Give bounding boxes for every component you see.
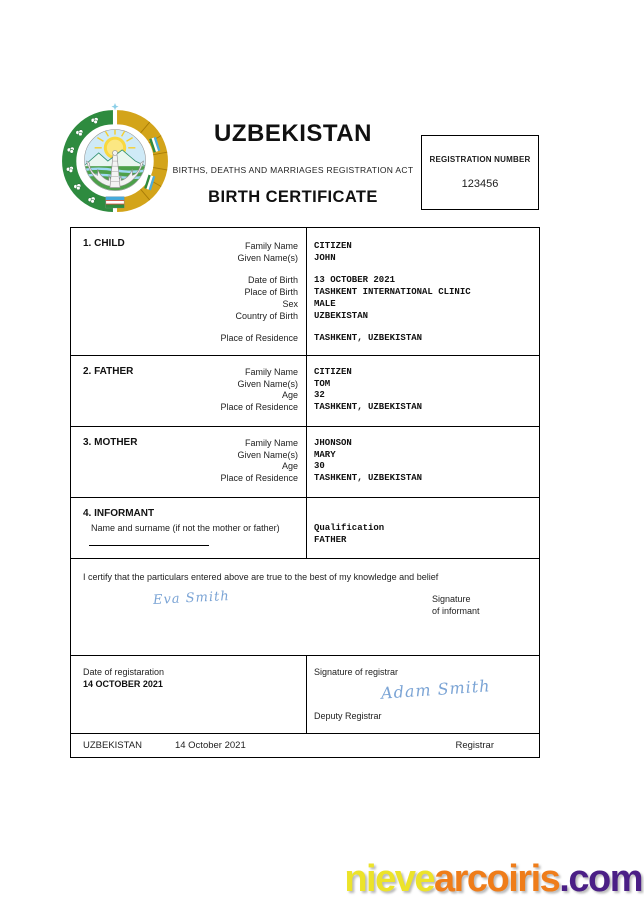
- column-divider: [306, 498, 307, 558]
- field-value: 13 OCTOBER 2021: [314, 275, 396, 286]
- informant-signature: Eva Smith: [152, 589, 231, 608]
- section-title-informant: 4. INFORMANT: [83, 508, 155, 519]
- field-value: TASHKENT INTERNATIONAL CLINIC: [314, 287, 471, 298]
- footer-row: [71, 733, 539, 757]
- document-title: BIRTH CERTIFICATE: [208, 188, 378, 206]
- field-value: 32: [314, 390, 325, 401]
- qualification-value: FATHER: [314, 535, 347, 545]
- field-label: Country of Birth: [235, 310, 298, 321]
- registration-number-label: REGISTRATION NUMBER: [429, 155, 531, 164]
- field-value: 30: [314, 461, 325, 472]
- field-label: Place of Birth: [244, 287, 298, 298]
- signature-of-informant-label: Signature of informant: [432, 594, 480, 616]
- watermark-part1: nieve: [344, 858, 434, 900]
- section-registration: [71, 655, 539, 733]
- field-value: MALE: [314, 298, 336, 309]
- registrar-signature: Adam Smith: [380, 676, 492, 703]
- section-father: [71, 355, 539, 426]
- registration-act-subtitle: BIRTHS, DEATHS AND MARRIAGES REGISTRATION ACT: [172, 165, 414, 175]
- informant-name-blank-line: [89, 545, 209, 546]
- registration-number-box: [421, 135, 539, 210]
- site-watermark: [344, 858, 642, 901]
- field-value: JHONSON: [314, 438, 352, 448]
- field-label: Family Name: [244, 438, 298, 448]
- field-label: Date of Birth: [247, 275, 298, 286]
- section-certification: [71, 558, 539, 655]
- uzbekistan-coat-of-arms-icon: [60, 102, 170, 212]
- signature-of-registrar-label: Signature of registrar: [314, 667, 399, 677]
- section-title-child: 1. CHILD: [83, 238, 125, 249]
- field-value: MARY: [314, 449, 336, 460]
- watermark-part3: .com: [559, 858, 642, 900]
- field-value: CITIZEN: [314, 241, 352, 251]
- date-of-registration-label: Date of registaration: [83, 667, 165, 677]
- informant-name-label: Name and surname (if not the mother or father): [91, 523, 280, 533]
- section-mother: [71, 426, 539, 497]
- field-value: TOM: [314, 378, 331, 389]
- section-title-mother: 3. MOTHER: [83, 437, 138, 448]
- certification-statement: I certify that the particulars entered above are true to the best of my knowledge and belief: [83, 572, 439, 582]
- watermark-part2: arcoiris: [433, 858, 560, 900]
- field-value: UZBEKISTAN: [314, 310, 369, 321]
- column-divider: [306, 427, 307, 497]
- field-value: JOHN: [314, 252, 336, 263]
- qualification-label: Qualification: [314, 523, 385, 533]
- field-value: TASHKENT, UZBEKISTAN: [314, 402, 423, 413]
- field-value: CITIZEN: [314, 367, 352, 377]
- country-title: UZBEKISTAN: [214, 120, 372, 147]
- field-label: Family Name: [244, 367, 298, 377]
- field-label: Place of Residence: [220, 473, 298, 484]
- field-label: Given Name(s): [237, 449, 298, 460]
- flag-ribbon: [106, 197, 124, 208]
- field-label: Given Name(s): [237, 252, 298, 263]
- section-title-father: 2. FATHER: [83, 366, 134, 377]
- column-divider: [306, 656, 307, 733]
- field-label: Place of Residence: [220, 333, 298, 344]
- field-label: Place of Residence: [220, 402, 298, 413]
- footer-date: 14 October 2021: [174, 740, 246, 751]
- date-of-registration-value: 14 OCTOBER 2021: [83, 679, 163, 689]
- footer-registrar-label: Registrar: [455, 740, 494, 751]
- field-value: TASHKENT, UZBEKISTAN: [314, 473, 423, 484]
- field-label: Age: [281, 390, 298, 401]
- section-informant: [71, 497, 539, 558]
- field-label: Given Name(s): [237, 378, 298, 389]
- field-value: TASHKENT, UZBEKISTAN: [314, 333, 423, 344]
- column-divider: [306, 356, 307, 426]
- field-label: Sex: [282, 298, 298, 309]
- field-label: Family Name: [244, 241, 298, 251]
- header-title-block: [170, 120, 416, 207]
- column-divider: [306, 228, 307, 355]
- registration-number-value: 123456: [461, 178, 499, 190]
- certificate-table: [70, 227, 540, 758]
- field-label: Age: [281, 461, 298, 472]
- section-child: [71, 228, 539, 355]
- registrar-title: Deputy Registrar: [314, 711, 382, 721]
- footer-country: UZBEKISTAN: [83, 740, 142, 751]
